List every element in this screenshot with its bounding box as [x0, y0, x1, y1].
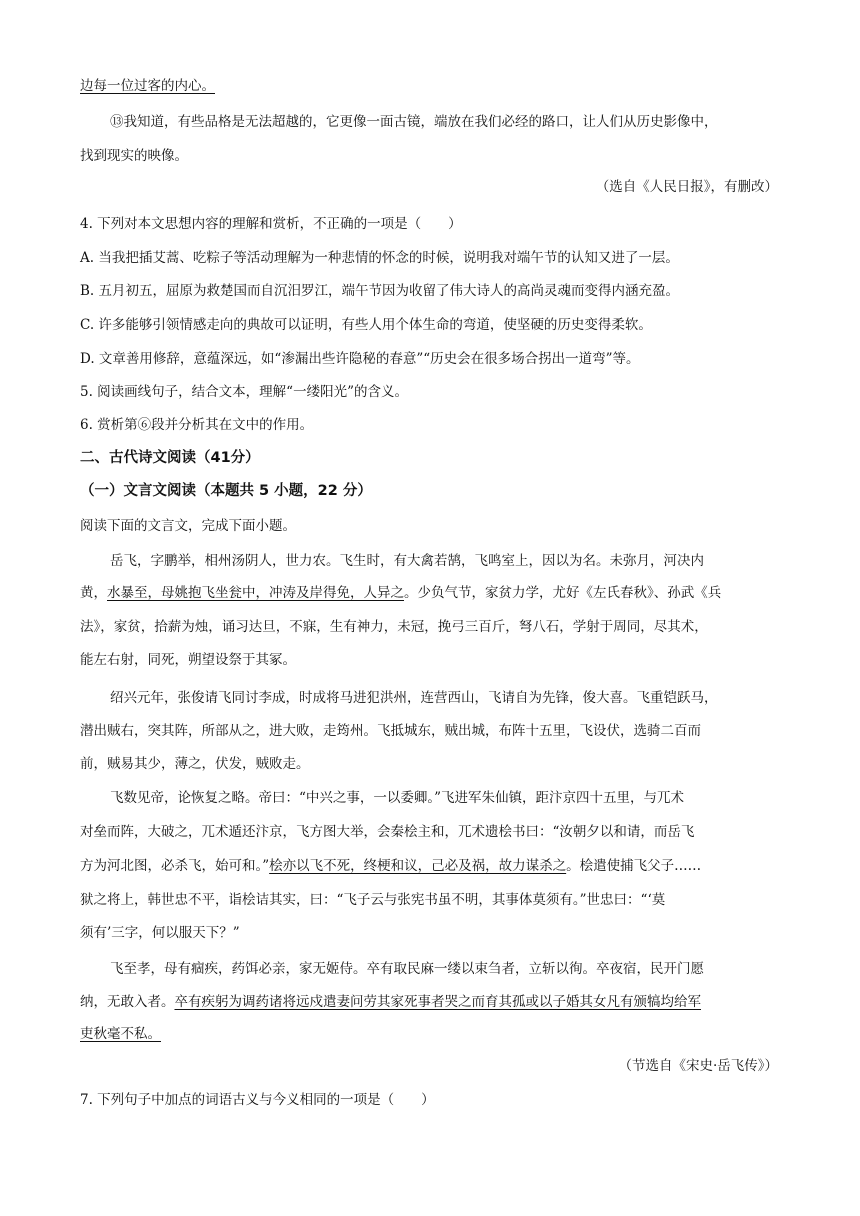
classical-p3-line-3 — [80, 854, 701, 874]
classical-p4-line-3: 吏秋毫不私。 — [80, 1026, 161, 1042]
question-6: 6. 赏析第⑥段并分析其在文中的作用。 — [80, 417, 314, 433]
reading-instruction: 阅读下面的文言文，完成下面小题。 — [80, 518, 296, 534]
text-run: 黄， — [80, 585, 107, 601]
classical-p1-line-4: 能左右射，同死，朔望设祭于其冢。 — [80, 652, 296, 668]
classical-p2-line-3: 前，贼易其少，薄之，伏发，贼败走。 — [80, 756, 310, 772]
classical-p3-line-5: 须有’三字，何以服天下？” — [80, 925, 240, 941]
text-run: 。桧遣使捕飞父子…… — [566, 858, 702, 874]
paragraph-13-line-1: ⑬我知道，有些品格是无法超越的，它更像一面古镜，端放在我们必经的路口，让人们从历史影像中， — [110, 114, 718, 130]
classical-p4-line-1: 飞至孝，母有痼疾，药饵必亲，家无姬侍。卒有取民麻一缕以束刍者，立斩以徇。卒夜宿，民开门愿 — [110, 961, 704, 977]
classical-p1-line-3: 法》，家贫，拾薪为烛，诵习达旦，不寐，生有神力，未冠，挽弓三百斤，弩八石，学射于周同，尽其术， — [80, 619, 708, 635]
classical-p1-line-1: 岳飞，字鹏举，相州汤阴人，世力农。飞生时，有大禽若鹄，飞鸣室上，因以为名。未弥月，河决内 — [110, 553, 704, 569]
classical-p2-line-1: 绍兴元年，张俊请飞同讨李成，时成将马进犯洪州，连营西山，飞请自为先锋，俊大喜。飞重铠跃马， — [110, 690, 718, 706]
classical-p3-line-2: 对垒而阵，大破之，兀术遁还汴京，飞方图大举，会秦桧主和，兀术遗桧书曰：“汝朝夕以和请，而岳飞 — [80, 824, 695, 840]
question-4: 4. 下列对本文思想内容的理解和赏析，不正确的一项是（ ） — [80, 216, 462, 232]
classical-p4-line-2 — [80, 990, 701, 1010]
classical-p3-line-1: 飞数见帝，论恢复之略。帝曰：“中兴之事，一以委卿。”飞进军朱仙镇，距汴京四十五里，与兀术 — [110, 790, 685, 806]
passage-source: （选自《人民日报》，有删改） — [595, 179, 778, 195]
text-run: 纳，无敢入者。 — [80, 994, 175, 1010]
passage-line-underlined: 边每一位过客的内心。 — [80, 78, 215, 94]
question-7: 7. 下列句子中加点的词语古义与今义相同的一项是（ ） — [80, 1092, 435, 1108]
underlined-sentence-1: 水暴至，母姚抱飞坐瓮中，冲涛及岸得免，人异之 — [107, 585, 404, 601]
underlined-sentence-3: 卒有疾躬为调药诸将远戍遣妻问劳其家死事者哭之而育其孤或以子婚其女凡有颁犒均给军 — [174, 994, 701, 1010]
classical-source: （节选自《宋史·岳飞传》） — [618, 1058, 778, 1074]
classical-p1-line-2 — [80, 581, 721, 601]
question-4-option-b: B. 五月初五，屈原为救楚国而自沉汨罗江，端午节因为收留了伟大诗人的高尚灵魂而变得内涵充盈。 — [80, 283, 680, 299]
question-5: 5. 阅读画线句子，结合文本，理解“一缕阳光”的含义。 — [80, 384, 408, 400]
underlined-sentence-2: 桧亦以飞不死，终梗和议，己必及祸，故力谋杀之 — [269, 858, 567, 874]
text-run: 方为河北图，必杀飞，始可和。” — [80, 858, 270, 874]
question-4-option-c: C. 许多能够引领情感走向的典故可以证明，有些人用个体生命的弯道，使坚硬的历史变得柔软。 — [80, 317, 652, 333]
paragraph-13-line-2: 找到现实的映像。 — [80, 148, 188, 164]
classical-p2-line-2: 潜出贼右，突其阵，所部从之，进大败，走筠州。飞抵城东，贼出城，布阵十五里，飞设伏，选骑二百而 — [80, 723, 701, 739]
classical-p3-line-4: 狱之将上，韩世忠不平，诣桧诘其实，曰：“飞子云与张宪书虽不明，其事体莫须有。”世忠曰：“‘莫 — [80, 892, 666, 908]
question-4-option-d: D. 文章善用修辞，意蕴深远，如“渗漏出些许隐秘的春意”“历史会在很多场合拐出一道弯”等。 — [80, 351, 640, 367]
section-2-subtitle: （一）文言文阅读（本题共 5 小题，22 分） — [80, 483, 372, 499]
text-run: 。少负气节，家贫力学，尤好《左氏春秋》、孙武《兵 — [404, 585, 722, 601]
section-2-title: 二、古代诗文阅读（41分） — [80, 450, 260, 466]
question-4-option-a: A. 当我把插艾蒿、吃粽子等活动理解为一种悲情的怀念的时候，说明我对端午节的认知又进了一层。 — [80, 250, 679, 266]
